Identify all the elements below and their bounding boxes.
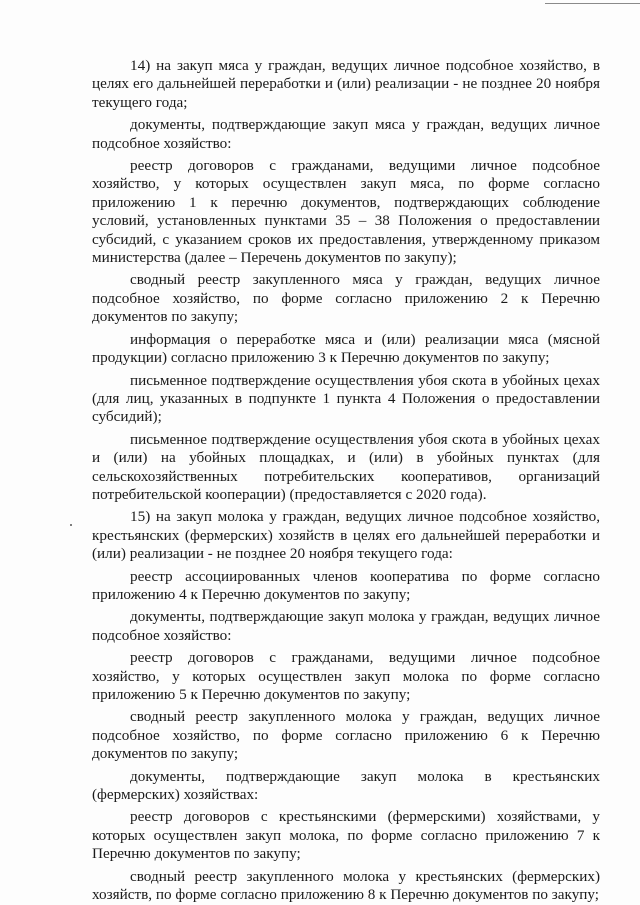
paragraph: письменное подтверждение осуществления убоя скота в убойных цехах (для лиц, указанных в подпункте 1 пункта 4 Положения о предоставлении субсидий); xyxy=(92,371,600,426)
paragraph: документы, подтверждающие закуп молока у граждан, ведущих личное подсобное хозяйство: xyxy=(92,608,600,644)
paragraph: реестр договоров с гражданами, ведущими личное подсобное хозяйство, у которых осуществлен закуп мяса, по форме согласно приложению 1 к перечню документов, подтверждающих соблюдение условий, установленных пунктами 35 – 38 Положения о предоставлении субсидий, с указанием сроков их предоставления, утвержденному приказом министерства (далее – Перечень документов по закупу); xyxy=(92,157,600,267)
document-body xyxy=(92,57,600,904)
paragraph-14-header: 14) на закуп мяса у граждан, ведущих личное подсобное хозяйство, в целях его дальнейшей переработки и (или) реализации - не позднее 20 ноября текущего года; xyxy=(92,57,600,111)
paragraph: сводный реестр закупленного мяса у граждан, ведущих личное подсобное хозяйство, по форме согласно приложению 2 к Перечню документов по закупу; xyxy=(92,271,600,326)
scan-speck xyxy=(70,524,72,526)
paragraph: реестр договоров с гражданами, ведущими личное подсобное хозяйство, у которых осуществлен закуп молока по форме согласно приложению 5 к Перечню документов по закупу; xyxy=(92,649,600,703)
paragraph: документы, подтверждающие закуп молока в крестьянских (фермерских) хозяйствах: xyxy=(92,767,600,804)
paragraph: реестр договоров с крестьянскими (фермерскими) хозяйствами, у которых осуществлен закуп молока, по форме согласно приложению 7 к Перечню документов по закупу; xyxy=(92,808,600,863)
paragraph: реестр ассоциированных членов кооператива по форме согласно приложению 4 к Перечню документов по закупу; xyxy=(92,567,600,603)
paragraph: письменное подтверждение осуществления убоя скота в убойных цехах и (или) на убойных площадках, и (или) в убойных пунктах (для сельскохозяйственных потребительских кооперативов, организаций потребительской кооперации) (предоставляется с 2020 года). xyxy=(92,430,600,503)
paragraph: сводный реестр закупленного молока у граждан, ведущих личное подсобное хозяйство, по форме согласно приложению 6 к Перечню документов по закупу; xyxy=(92,708,600,763)
paragraph: сводный реестр закупленного молока у крестьянских (фермерских) хозяйств, по форме согласно приложению 8 к Перечню документов по закупу; xyxy=(92,867,600,904)
scan-edge-line xyxy=(545,3,640,4)
paragraph-15-header: 15) на закуп молока у граждан, ведущих личное подсобное хозяйство, крестьянских (фермерских) хозяйств в целях его дальнейшей переработки и (или) реализации - не позднее 20 ноября текущего года: xyxy=(92,508,600,563)
paragraph: информация о переработке мяса и (или) реализации мяса (мясной продукции) согласно приложению 3 к Перечню документов по закупу; xyxy=(92,330,600,367)
paragraph: документы, подтверждающие закуп мяса у граждан, ведущих личное подсобное хозяйство: xyxy=(92,116,600,152)
